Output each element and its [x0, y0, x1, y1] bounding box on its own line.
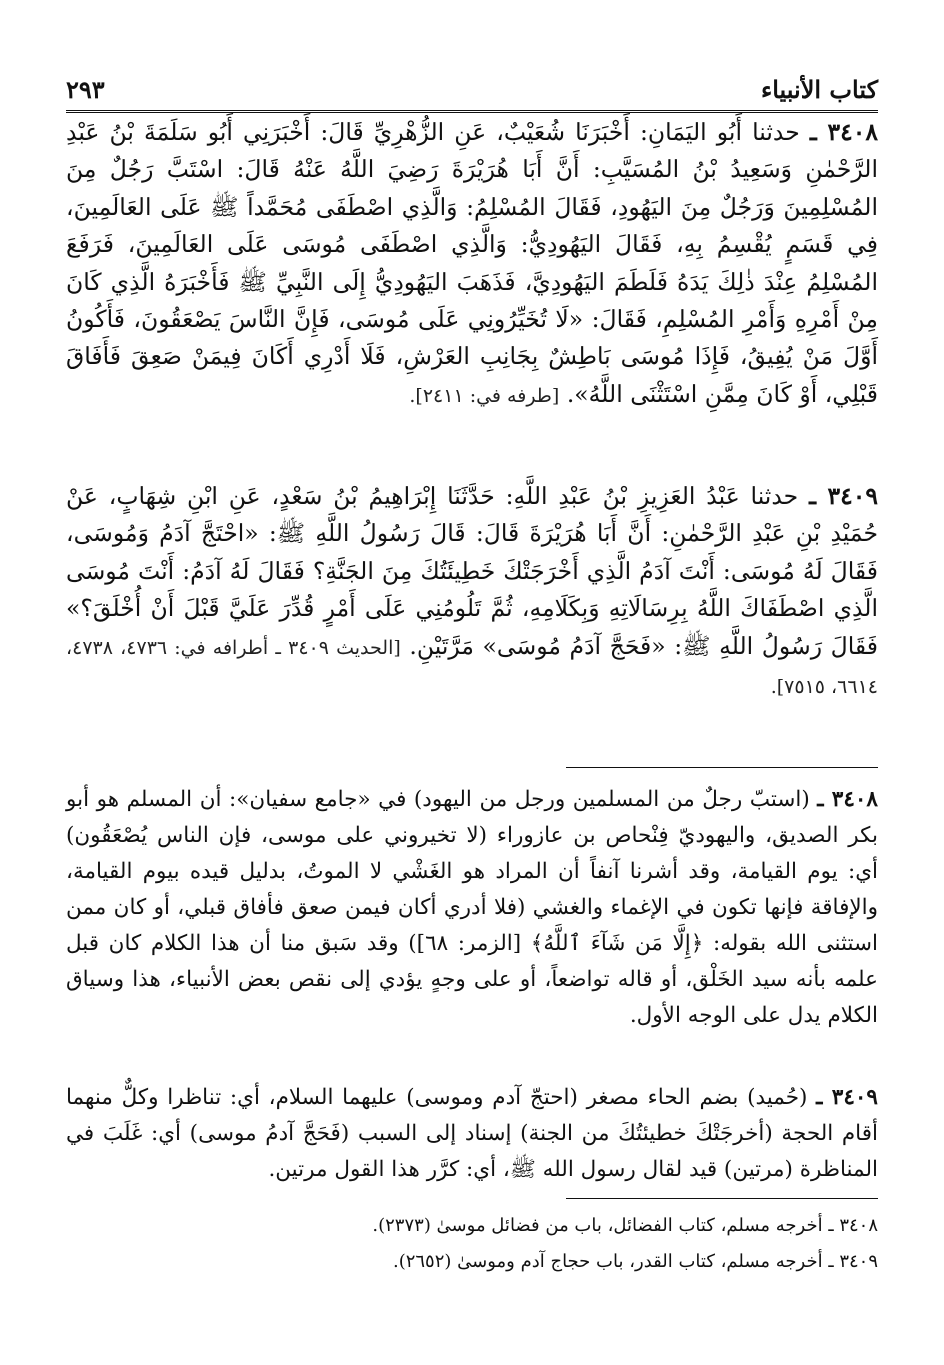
commentary-3409 — [66, 1080, 878, 1188]
hadith-tarf: [طرفه في: ٢٤١١]. — [409, 384, 560, 407]
book-title: كتاب الأنبياء — [760, 75, 878, 104]
commentary-number: ٣٤٠٨ ـ — [817, 787, 878, 812]
commentary-text: (حُميد) بضم الحاء مصغر (احتجّ آدم وموسى) عليهما السلام، أي: تناظرا وكلٌّ منهما أقام الحجة (أخرجَتْكَ خطيئتُكَ من الجنة) إسناد إلى السبب (فَحَجَّ آدمُ موسى) أي: غَلَبَ في المناظرة (مرتين) قيد لقال رسول الله ﷺ، أي: كرَّر هذا القول مرتين. — [66, 1085, 878, 1182]
hadith-number: ٣٤٠٨ ـ — [809, 118, 878, 146]
hadith-3409 — [66, 478, 878, 706]
footnote-divider — [566, 1198, 878, 1199]
commentary-3408 — [66, 782, 878, 1034]
hadith-text: حدثنا عَبْدُ العَزِيزِ بْنُ عَبْدِ اللَّهِ: حَدَّثَنَا إِبْرَاهِيمُ بْنُ سَعْدٍ، عَنِ ابْنِ شِهَابٍ، عَنْ حُمَيْدِ بْنِ عَبْدِ الرَّحْمٰنِ: أَنَّ أَبَا هُرَيْرَةَ قَالَ: قَالَ رَسُولُ اللَّهِ ﷺ: «احْتَجَّ آدَمُ وَمُوسَى، فَقَالَ لَهُ مُوسَى: أَنْتَ آدَمُ الَّذِي أَخْرَجَتْكَ خَطِيئَتُكَ مِنَ الجَنَّةِ؟ فَقَالَ لَهُ آدَمُ: أَنْتَ مُوسَى الَّذِي اصْطَفَاكَ اللَّهُ بِرِسَالَاتِهِ وَبِكَلَامِهِ، ثُمَّ تَلُومُنِي عَلَى أَمْرٍ قُدِّرَ عَلَيَّ قَبْلَ أَنْ أُخْلَقَ؟» فَقَالَ رَسُولُ اللَّهِ ﷺ: «فَحَجَّ آدَمُ مُوسَى» مَرَّتَيْنِ. — [66, 482, 878, 660]
footnotes — [66, 1208, 878, 1280]
hadith-3408 — [66, 114, 878, 415]
commentary-divider — [566, 767, 878, 768]
page-number: ٢٩٣ — [66, 75, 105, 104]
hadith-tarf: [الحديث ٣٤٠٩ ـ أطرافه في: ٤٧٣٦، ٤٧٣٨، ٦٦١٤، ٧٥١٥]. — [66, 636, 878, 699]
page-header — [66, 58, 878, 113]
hadith-number: ٣٤٠٩ ـ — [809, 482, 878, 510]
commentary-text: (استبّ رجلٌ من المسلمين ورجل من اليهود) في «جامع سفيان»: أن المسلم هو أبو بكر الصديق، واليهوديّ فِنْحاص بن عازوراء (لا تخيروني على موسى، فإن الناس يُصْعَقُون) أي: يوم القيامة، وقد أشرنا آنفاً أن المراد هو الغَشْي لا الموتُ، بدليل قيده بيوم القيامة، والإفاقة فإنها تكون في الإغماء والغشي (فلا أدري أكان فيمن صعق فأفاق قبلي، أو كان ممن استثنى الله بقوله: ﴿إِلَّا مَن شَآءَ ٱللَّهُ﴾ [الزمر: ٦٨]) وقد سَبق منا أن هذا الكلام كان قبل علمه بأنه سيد الخَلْق، أو قاله تواضعاً، أو على وجهٍ يؤدي إلى نقص بعض الأنبياء، هذا وسياق الكلام يدل على الوجه الأول. — [66, 787, 879, 1028]
commentary-number: ٣٤٠٩ ـ — [816, 1085, 878, 1110]
hadith-text: حدثنا أَبُو اليَمَانِ: أَخْبَرَنَا شُعَيْبٌ، عَنِ الزُّهْرِيِّ قَالَ: أَخْبَرَنِي أَبُو سَلَمَةَ بْنُ عَبْدِ الرَّحْمٰنِ وَسَعِيدُ بْنُ المُسَيَّبِ: أَنَّ أَبَا هُرَيْرَةَ رَضِيَ اللَّهُ عَنْهُ قَالَ: اسْتَبَّ رَجُلٌ مِنَ المُسْلِمِينَ وَرَجُلٌ مِنَ اليَهُودِ، فَقَالَ المُسْلِمُ: وَالَّذِي اصْطَفَى مُحَمَّداً ﷺ عَلَى العَالَمِينَ، فِي قَسَمٍ يُقْسِمُ بِهِ، فَقَالَ اليَهُودِيُّ: وَالَّذِي اصْطَفَى مُوسَى عَلَى العَالَمِينَ، فَرَفَعَ المُسْلِمُ عِنْدَ ذٰلِكَ يَدَهُ فَلَطَمَ اليَهُودِيَّ، فَذَهَبَ اليَهُودِيُّ إِلَى النَّبِيِّ ﷺ فَأَخْبَرَهُ الَّذِي كَانَ مِنْ أَمْرِهِ وَأَمْرِ المُسْلِمِ، فَقَالَ: «لَا تُخَيِّرُونِي عَلَى مُوسَى، فَإِنَّ النَّاسَ يَصْعَقُونَ، فَأَكُونُ أَوَّلَ مَنْ يُفِيقُ، فَإِذَا مُوسَى بَاطِشٌ بِجَانِبِ العَرْشِ، فَلَا أَدْرِي أَكَانَ فِيمَنْ صَعِقَ فَأَفَاقَ قَبْلِي، أَوْ كَانَ مِمَّنِ اسْتَثْنَى اللَّهُ». — [66, 118, 878, 408]
footnote-3408: ٣٤٠٨ ـ أخرجه مسلم، كتاب الفضائل، باب من فضائل موسىٰ (٢٣٧٣). — [372, 1215, 878, 1236]
footnote-3409: ٣٤٠٩ ـ أخرجه مسلم، كتاب القدر، باب حجاج آدم وموسىٰ (٢٦٥٢). — [392, 1251, 878, 1272]
